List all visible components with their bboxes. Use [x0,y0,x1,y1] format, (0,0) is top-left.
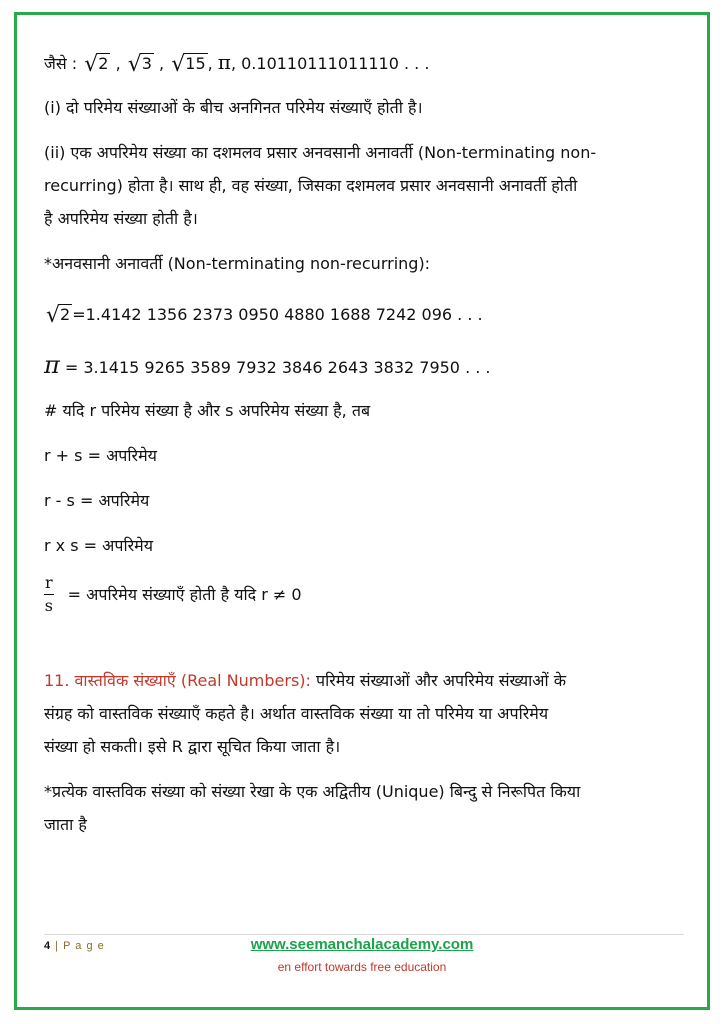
sqrt2-expansion [44,298,684,331]
point-2-line-3: है अपरिमेय संख्या होती है। [44,209,198,228]
fraction-denominator: s [44,596,53,615]
examples-rest: , 0.10110111011110 . . . [230,54,430,73]
footer-tagline: en effort towards free education [277,960,447,974]
sqrt2-expansion-radicand: 2 [60,305,71,324]
section-11-line-3: संख्या हो सकती। इसे R द्वारा सूचित किया जाता है। [44,737,341,756]
examples-prefix: जैसे : [44,54,83,73]
page-label: | P a g e [51,940,105,952]
pi-expansion-symbol: π [44,351,60,379]
section-11-line-1 [44,664,684,697]
page-number-value: 4 [44,940,52,952]
point-2 [44,136,684,235]
point-1: (i) दो परिमेय संख्याओं के बीच अनगिनत परिमेय संख्याएँ होती है। [44,98,423,117]
page-content [44,46,684,841]
footer-divider [44,934,684,935]
point-2-line-2: recurring) होता है। साथ ही, वह संख्या, जिसका दशमलव प्रसार अनवसानी अनावर्ती होती [44,176,578,195]
r-over-s-fraction [44,574,54,615]
sqrt-3: √3 [127,52,152,77]
section-11-line-1-rest: परिमेय संख्याओं और अपरिमेय संख्याओं के [310,671,567,690]
unique-point-note [44,775,684,841]
division-rule-text: = अपरिमेय संख्याएँ होती है यदि r ≠ 0 [67,585,302,604]
pi-expansion [44,349,684,382]
sqrt-2: √2 [84,52,109,77]
examples-sep1: , [110,54,126,73]
examples-sep3: , [207,54,218,73]
pi-expansion-value: = 3.1415 9265 3589 7932 3846 2643 3832 7950 . . . [59,358,491,377]
rule-division [44,574,684,618]
note-line-1: *प्रत्येक वास्तविक संख्या को संख्या रेखा के एक अद्वितीय (Unique) बिन्दु से निरूपित किया [44,782,581,801]
rule-sum: r + s = अपरिमेय [44,446,157,465]
pi-symbol: π [217,50,231,74]
rule-difference: r - s = अपरिमेय [44,491,150,510]
rule-intro: # यदि r परिमेय संख्या है और s अपरिमेय संख्या है, तब [44,401,371,420]
sqrt-3-radicand: 3 [141,54,152,73]
rule-product: r x s = अपरिमेय [44,536,153,555]
section-11 [44,664,684,763]
note-line-2: जाता है [44,815,87,834]
sqrt-15: √15 [171,52,206,77]
website-link[interactable]: www.seemanchalacademy.com [250,936,474,953]
sqrt-2-expansion-root: √2 [46,303,71,328]
sqrt-2-radicand: 2 [98,54,109,73]
fraction-numerator: r [44,574,54,595]
sqrt-15-radicand: 15 [185,54,206,73]
sqrt2-expansion-value: =1.4142 1356 2373 0950 4880 1688 7242 096 . . . [72,305,483,324]
examples-line [44,46,684,79]
point-2-line-1: (ii) एक अपरिमेय संख्या का दशमलव प्रसार अनवसानी अनावर्ती (Non-terminating non- [44,143,597,162]
examples-sep2: , [153,54,170,73]
section-11-heading: 11. वास्तविक संख्याएँ (Real Numbers): [44,671,311,690]
section-11-line-2: संग्रह को वास्तविक संख्याएँ कहते है। अर्थात वास्तविक संख्या या तो परिमेय या अपरिमेय [44,704,549,723]
nonterm-heading: *अनवसानी अनावर्ती (Non-terminating non-recurring): [44,254,431,273]
